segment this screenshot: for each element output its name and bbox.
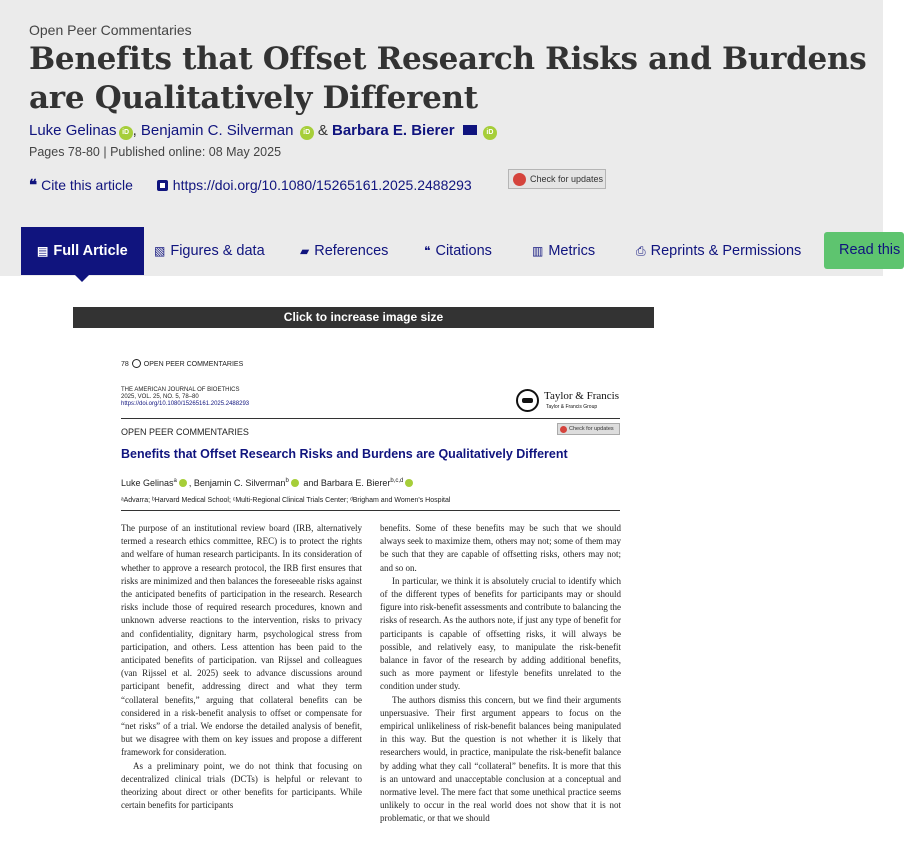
orcid-icon[interactable]: iD bbox=[483, 126, 497, 140]
publisher-group: Taylor & Francis Group bbox=[546, 404, 598, 410]
paper-title: Benefits that Offset Research Risks and Burdens are Qualitatively Different bbox=[121, 447, 568, 461]
divider bbox=[121, 510, 620, 511]
taylor-francis-logo-icon bbox=[516, 389, 539, 412]
tab-label: Citations bbox=[435, 243, 492, 259]
tab-label: Metrics bbox=[548, 243, 596, 259]
author-link[interactable]: Luke Gelinas bbox=[29, 122, 117, 139]
orcid-icon bbox=[179, 479, 187, 487]
badge-label: Check for updates bbox=[569, 426, 614, 432]
tab-metrics[interactable] bbox=[532, 227, 595, 275]
tab-reprints-permissions[interactable] bbox=[636, 227, 801, 275]
print-icon: ⎙ bbox=[636, 244, 646, 258]
paper-column-left bbox=[121, 522, 362, 812]
article-tabs bbox=[0, 227, 901, 276]
orcid-icon bbox=[405, 479, 413, 487]
article-page-preview[interactable] bbox=[113, 345, 625, 868]
orcid-icon bbox=[291, 479, 299, 487]
author-separator: , bbox=[132, 122, 137, 139]
paragraph: In particular, we think it is absolutely crucial to identify which of the different types of benefits for participants may or should figure into risk-benefit assessments and contribute to balancing the risks of research. As the authors note, if just any type of benefit for participants is capable of offsetting risks, it will always be possible, and relatively easy, to manipulate the risk-benefit balance in favor of the research by adding additional benefits, such as more payment or lifestyle benefits unrelated to the condition under study. bbox=[380, 575, 621, 692]
doi-link[interactable] bbox=[157, 177, 472, 193]
tab-label: Figures & data bbox=[170, 243, 265, 259]
paragraph: The authors dismiss this concern, but we find their arguments unpersuasive. Their first argument appears to focus on the empirical unlikeliness of risk-benefit balances being manipulated in this way. But the question is not whether it is likely that researchers would, in practice, manipulate the risk-benefit balance by adding what they call “collateral” benefits. It is more that this is an untoward and unacceptable conclusion at a conceptual and normative level. The mere fact that some unethical practice seems unlikely to occur in the real world does not show that it is not problematic, or that we should bbox=[380, 694, 621, 824]
author-link[interactable]: Benjamin C. Silverman bbox=[140, 122, 294, 139]
publisher-name: Taylor & Francis bbox=[544, 390, 619, 402]
paper-author: Benjamin C. Silverman bbox=[193, 478, 286, 488]
tab-label: Reprints & Permissions bbox=[650, 243, 802, 259]
paper-affiliations: ᵃAdvarra; ᵇHarvard Medical School; ᶜMulti-Regional Clinical Trials Center; ᵈBrigham and Women's Hospital bbox=[121, 497, 451, 504]
orcid-icon[interactable]: iD bbox=[300, 126, 314, 140]
check-for-updates-label: Check for updates bbox=[530, 174, 604, 184]
tab-label: Full Article bbox=[53, 243, 128, 259]
journal-doi: https://doi.org/10.1080/15265161.2025.2488293 bbox=[121, 401, 250, 407]
divider bbox=[121, 418, 620, 419]
affiliation-mark: b bbox=[285, 478, 289, 484]
increase-image-size-bar[interactable]: Click to increase image size bbox=[73, 307, 654, 328]
bookmark-icon bbox=[513, 173, 526, 186]
read-this-button[interactable]: Read this bbox=[824, 232, 904, 269]
cite-article-label: Cite this article bbox=[41, 177, 133, 193]
doi-label: https://doi.org/10.1080/15265161.2025.2488293 bbox=[172, 177, 472, 193]
quote-icon: ❝ bbox=[29, 176, 38, 194]
tab-full-article[interactable] bbox=[21, 227, 144, 275]
paper-section-label: OPEN PEER COMMENTARIES bbox=[121, 427, 249, 437]
tab-citations[interactable] bbox=[424, 227, 492, 275]
publication-meta: Pages 78-80 | Published online: 08 May 2025 bbox=[29, 145, 282, 159]
article-actions bbox=[29, 176, 492, 194]
paper-authors: Luke Gelinas$^a$ , Benjamin C. Silverman$^b$ and Barbara E. Bierer$^{b,c,d}$ bbox=[121, 478, 415, 488]
journal-info bbox=[121, 387, 249, 408]
mail-icon[interactable] bbox=[463, 125, 477, 135]
paper-author: Luke Gelinas bbox=[121, 478, 174, 488]
author-separator: & bbox=[317, 122, 328, 139]
orcid-icon[interactable]: iD bbox=[119, 126, 133, 140]
paper-column-right bbox=[380, 522, 621, 826]
tab-figures-data[interactable] bbox=[154, 227, 265, 275]
quote-icon: ❝ bbox=[424, 244, 431, 258]
paper-author: and Barbara E. Bierer bbox=[303, 478, 391, 488]
tab-references[interactable] bbox=[300, 227, 388, 275]
cite-article-link[interactable] bbox=[29, 177, 133, 193]
book-icon: ▰ bbox=[300, 244, 310, 258]
page-section: OPEN PEER COMMENTARIES bbox=[143, 361, 244, 368]
article-title: Benefits that Offset Research Risks and Burdens are Qualitatively Different bbox=[29, 41, 867, 116]
article-header bbox=[0, 0, 901, 276]
journal-volume: 2025, VOL. 25, NO. 5, 78–80 bbox=[121, 394, 199, 400]
article-kicker: Open Peer Commentaries bbox=[29, 22, 192, 38]
journal-name: THE AMERICAN JOURNAL OF BIOETHICS bbox=[121, 387, 240, 393]
publisher-logo bbox=[516, 387, 622, 413]
author-list bbox=[29, 122, 497, 140]
affiliation-mark: a bbox=[173, 478, 177, 484]
bar-chart-icon: ▥ bbox=[532, 244, 544, 258]
paragraph: The purpose of an institutional review board (IRB, alternatively termed a research ethics committee, REC) is to protect the rights and welfare of human research participants. In its consideration of whether to approve a research protocol, the IRB first ensures that risks are minimized and then balances the foreseeable risks against the anticipated benefits of participation in the research. Research risks include those of required research procedures, known and unknown adverse reactions to the intervention, risks to privacy and confidentiality, dignitary harm, psychological stress from participation, and others. Less attention has been paid to the anticipated benefits of participation. van Rijssel and colleagues (van Rijssel et al. 2025) seek to advance discussions around participant benefit, addressing direct and what they term “collateral benefits,” arguing that collateral benefits can be considered in a risk-benefit analysis to offset or compensate for “net risks” of a trial. We endorse the detailed analysis of benefit, but we disagree with them on key issues and propose a different framework for consideration. bbox=[121, 523, 362, 758]
bookmark-icon bbox=[560, 426, 567, 433]
tab-label: References bbox=[314, 243, 389, 259]
document-icon: ▤ bbox=[37, 244, 49, 258]
image-icon: ▧ bbox=[154, 244, 166, 258]
author-link[interactable]: Barbara E. Bierer bbox=[332, 122, 455, 139]
check-for-updates-button[interactable] bbox=[508, 169, 606, 189]
paper-check-updates-badge bbox=[557, 423, 620, 435]
paragraph: As a preliminary point, we do not think that focusing on decentralized clinical trials (DCTs) is helpful or relevant to theorizing about direct or other benefits for participants. While certain benefits for participants bbox=[121, 760, 362, 811]
page-number: 78 bbox=[121, 361, 129, 368]
journal-logo-icon bbox=[132, 359, 141, 368]
paragraph: benefits. Some of these benefits may be such that we should always seek to maximize them, others may not; some of them may be such that they are capable of offsetting risks, others may not; and so on. bbox=[380, 523, 621, 573]
external-link-icon bbox=[157, 180, 168, 191]
affiliation-mark: b,c,d bbox=[390, 478, 404, 484]
page-running-header bbox=[121, 359, 243, 368]
